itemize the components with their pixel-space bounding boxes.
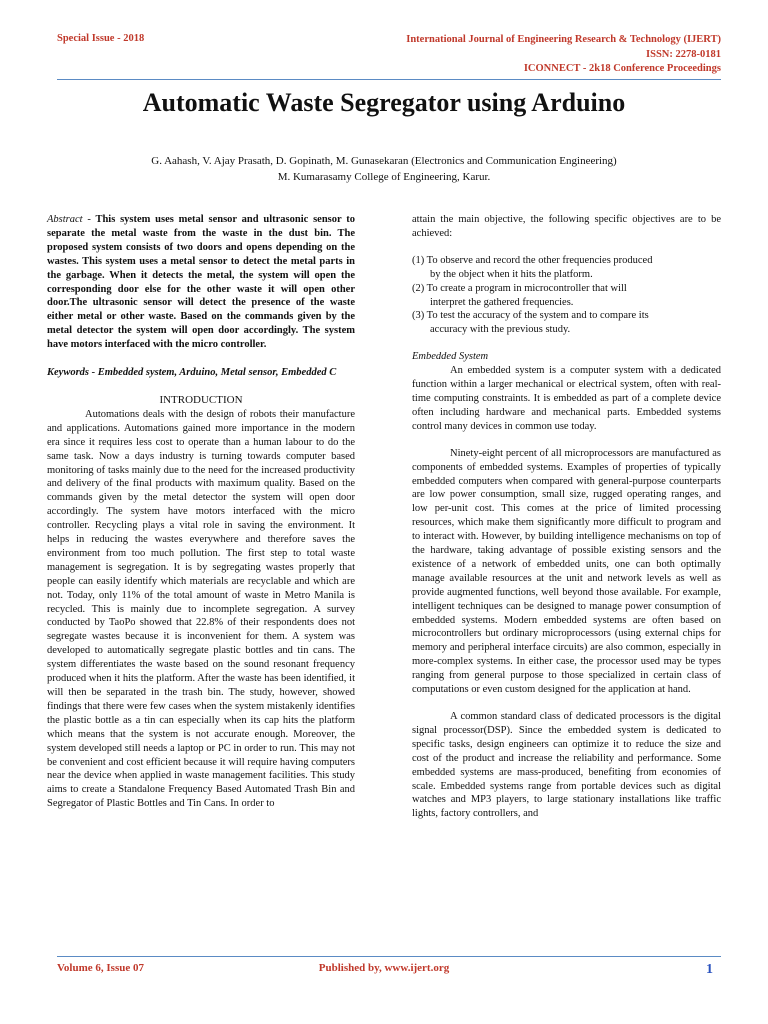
spacer <box>412 337 721 350</box>
objective-line: (2) To create a program in microcontroller that will <box>412 282 627 294</box>
spacer <box>412 697 721 710</box>
objective-item <box>412 254 721 282</box>
embedded-para-3: A common standard class of dedicated processors is the digital signal processor(DSP). Since the embedded system is dedicated to specific tasks, design engineers can optimize it to reduce the size and cost of the product and increase the reliability and performance. Some embedded systems are mass-produced, benefiting from economies of scale. Embedded systems range from portable devices such as digital watches and MP3 players, to large stationary installations like traffic lights, factory controllers, and <box>412 711 721 820</box>
introduction-text: Automations deals with the design of robots their manufacture and applications. Automations gained more importance in the modern era since it requires less cost to operate than a human labour to do the same task. Now a days industry is turning towards computer based monitoring of tasks mainly due to the need for the increased productivity and delivery of the final products with maximum quality. Based on the commands given by the metal detector the system will open door accordingly. The system have motors interfaced with the micro controller. Recycling plays a vital role in saving the environment. It helps in reducing the wastes everywhere and therefore saves the environment from too much pollution. The first step to total waste management is segregation. It is by segregating wastes properly that people can easily identify which materials are recyclable and which are not. Today, only 11% of the total amount of waste in Metro Manila is recycled. This is mainly due to incomplete segregation. A survey conducted by TaoPo showed that 22.8% of their respondents does not segregate wastes because it is inconvenient for them. A system was developed to automatically segregate plastic bottles and tin cans. The system differentiates the waste based on the sound resonant frequency produced when it hits the platform. After the waste has been identified, it will then be separated in the trash bin. The study, however, showed findings that there were few cases when the system mistakenly identifies the plastic bottle as a tin can especially when its cap hits the platform which means that the system is not accurate enough. Moreover, the system developed still needs a laptop or PC in order to run. This may not be convenient and cost efficient because it will require having computers near the device when applied in waste management facilities. This study aims to create a Standalone Frequency Based Automated Trash Bin and Segregator of Plastic Bottles and Tin Cans. In order to <box>47 408 355 810</box>
conference-proceedings: ICONNECT - 2k18 Conference Proceedings <box>523 63 721 74</box>
embedded-para-2: Ninety-eight percent of all microprocessors are manufactured as components of embedded systems. Examples of properties of typically embedded computers when compared with general-purpose counterparts are low power consumption, small size, rugged operating ranges, and low per-unit cost. This comes at the price of limited processing resources, which make them significantly more difficult to program and to interact with. However, by building intelligence mechanisms on top of the hardware, taking advantage of possible existing sensors and the existence of a network of embedded units, one can both optimally manage available resources at the unit and network levels as well as provide augmented functions, well beyond those available. For example, intelligent techniques can be designed to manage power consumption of embedded systems. Modern embedded systems are often based on microcontrollers but ordinary microprocessors (using external chips for memory and peripheral interface circuits) are also common, especially in more-complex systems. In either case, the processor used may be types ranging from general purpose to those specialized in certain class of computations or even custom designed for the application at hand. <box>412 447 721 696</box>
footer-divider <box>57 956 721 957</box>
objective-continuation: interpret the gathered frequencies. <box>430 296 574 308</box>
objective-continuation: by the object when it hits the platform. <box>430 268 593 280</box>
spacer <box>412 241 721 254</box>
footer-publisher: Published by, www.ijert.org <box>318 962 450 974</box>
spacer <box>412 434 721 447</box>
paper-title: Automatic Waste Segregator using Arduino <box>142 88 626 117</box>
objective-item <box>412 282 721 310</box>
right-column <box>412 213 721 821</box>
objective-line: (1) To observe and record the other frequencies produced <box>412 254 653 266</box>
embedded-para-1: An embedded system is a computer system with a dedicated function within a larger mechanical or electrical system, often with real-time computing constraints. It is embedded as part of a complete device often including hardware and mechanical parts. Embedded systems control many devices in common use today. <box>412 365 721 432</box>
left-column <box>47 213 355 811</box>
abstract-text: This system uses metal sensor and ultrasonic sensor to separate the metal waste from the waste in the dust bin. The proposed system consists of two doors and opens depending on the wastes. This system uses a metal sensor to detect the metal parts in the garbage. When it detects the metal, the system will open the corresponding door else for the other waste it will open other door.The ultrasonic sensor will detect the presence of the waste either metal or other waste. Based on the commands given by the metal detector the system will open door accordingly. The system have motors interfaced with the micro controller. <box>47 214 355 351</box>
abstract-lead: Abstract - <box>47 214 91 225</box>
keywords: Keywords - Embedded system, Arduino, Metal sensor, Embedded C <box>47 367 337 379</box>
objective-continuation: accuracy with the previous study. <box>430 324 571 336</box>
embedded-system-heading: Embedded System <box>412 351 489 363</box>
journal-header <box>301 33 721 77</box>
introduction-heading: INTRODUCTION <box>159 393 243 406</box>
objectives-intro: attain the main objective, the following specific objectives are to be achieved: <box>412 214 721 239</box>
authors-block <box>40 154 728 185</box>
header-divider <box>57 79 721 80</box>
objective-item <box>412 309 721 337</box>
author-names: G. Aahash, V. Ajay Prasath, D. Gopinath, M. Gunasekaran (Electronics and Communication Engineering) <box>151 155 617 167</box>
page-number: 1 <box>706 962 713 977</box>
author-affiliation: M. Kumarasamy College of Engineering, Karur. <box>277 170 491 183</box>
abstract <box>47 213 355 352</box>
special-issue-label: Special Issue - 2018 <box>57 33 145 44</box>
objective-line: (3) To test the accuracy of the system and to compare its <box>412 310 649 322</box>
journal-name: International Journal of Engineering Research & Technology (IJERT) <box>406 34 721 45</box>
issn: ISSN: 2278-0181 <box>646 48 721 60</box>
footer-volume: Volume 6, Issue 07 <box>57 962 144 974</box>
